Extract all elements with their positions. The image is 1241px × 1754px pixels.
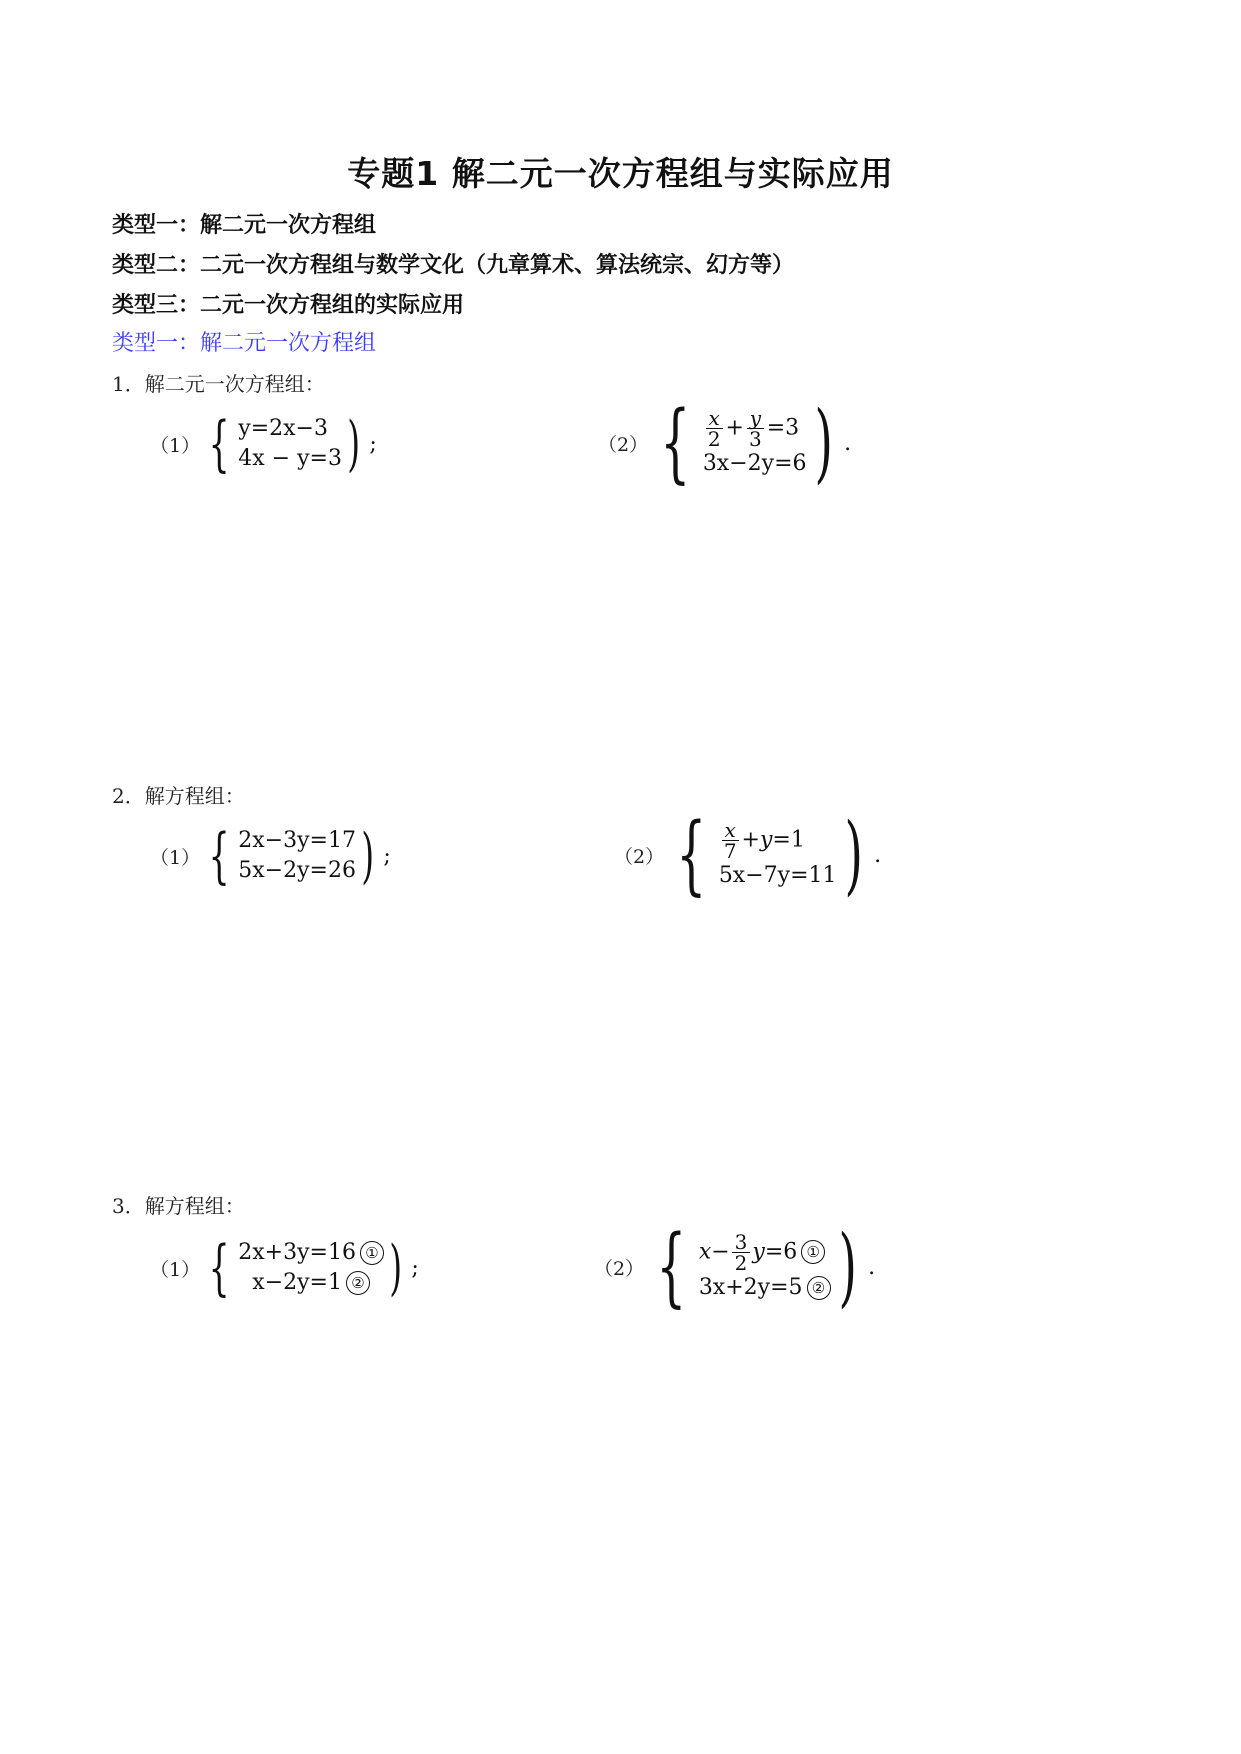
q1-part1-eq1: y=2x−3: [238, 416, 328, 441]
q3-part1-end: ;: [411, 1255, 419, 1281]
right-paren: ): [844, 805, 863, 905]
left-brace: {: [208, 821, 230, 891]
q2-part1-eq2: 5x−2y=26: [238, 858, 356, 883]
q2-part1: [150, 821, 391, 891]
right-paren: ): [838, 1217, 857, 1317]
q2-part2: [614, 805, 882, 905]
left-brace: {: [660, 393, 691, 493]
type-item-3: 类型三：二元一次方程组的实际应用: [112, 293, 465, 318]
q1-part2: [598, 393, 852, 493]
left-brace: {: [208, 409, 230, 479]
q3-part1-eq2: x−2y=1 ②: [238, 1268, 384, 1298]
q1-part2-eq2: 3x−2y=6: [702, 450, 807, 476]
right-paren: ): [347, 409, 361, 479]
question-2-label: 2．解方程组：: [112, 784, 245, 808]
q3-part2: [594, 1217, 876, 1317]
right-paren: ): [361, 821, 375, 891]
question-3-label: 3．解方程组：: [112, 1194, 245, 1218]
q3-part1-eq1: 2x+3y=16 ①: [238, 1238, 384, 1268]
q2-part2-end: .: [874, 842, 882, 868]
q2-part1-end: ;: [383, 843, 391, 869]
q3-part2-eq1: x− $\frac{3}{2}$ y=6 ①: [699, 1232, 831, 1273]
q2-part2-eq1: $\frac{x}{7}$ +y=1: [719, 820, 837, 861]
circled-two: ②: [346, 1271, 370, 1295]
left-brace: {: [656, 1217, 687, 1317]
q1-part1: [150, 409, 377, 479]
left-brace: {: [208, 1233, 230, 1303]
q1-part2-label: （2）: [598, 433, 649, 456]
q3-part2-eq2: 3x+2y=5 ②: [699, 1273, 831, 1303]
q1-part2-eq1: $\frac{x}{2}$ + $\frac{y}{3}$ =3: [703, 408, 807, 449]
q1-part1-end: ;: [369, 431, 377, 457]
q2-part2-eq2: 5x−7y=11: [718, 862, 837, 888]
question-1-label: 1．解二元一次方程组：: [112, 372, 325, 396]
q3-part1-label: （1）: [150, 1258, 201, 1281]
circled-two: ②: [807, 1276, 831, 1300]
q3-part2-label: （2）: [594, 1257, 645, 1280]
type-item-1: 类型一：解二元一次方程组: [112, 213, 377, 238]
q1-part2-end: .: [844, 430, 852, 456]
q2-part1-label: （1）: [150, 846, 201, 869]
q3-part2-end: .: [868, 1254, 876, 1280]
q3-part1: [150, 1233, 419, 1303]
left-brace: {: [676, 805, 707, 905]
q1-part1-eq2: 4x − y=3: [238, 446, 342, 471]
section-heading: 类型一：解二元一次方程组: [112, 331, 377, 356]
q2-part2-label: （2）: [614, 845, 665, 868]
type-item-2: 类型二：二元一次方程组与数学文化（九章算术、算法统宗、幻方等）: [112, 253, 795, 278]
circled-one: ①: [801, 1240, 825, 1264]
page-title: 专题1 解二元一次方程组与实际应用: [347, 154, 894, 193]
right-paren: ): [814, 393, 833, 493]
right-paren: ): [389, 1233, 403, 1303]
q1-part1-label: （1）: [150, 434, 201, 457]
circled-one: ①: [360, 1241, 384, 1265]
q2-part1-eq1: 2x−3y=17: [238, 828, 356, 853]
